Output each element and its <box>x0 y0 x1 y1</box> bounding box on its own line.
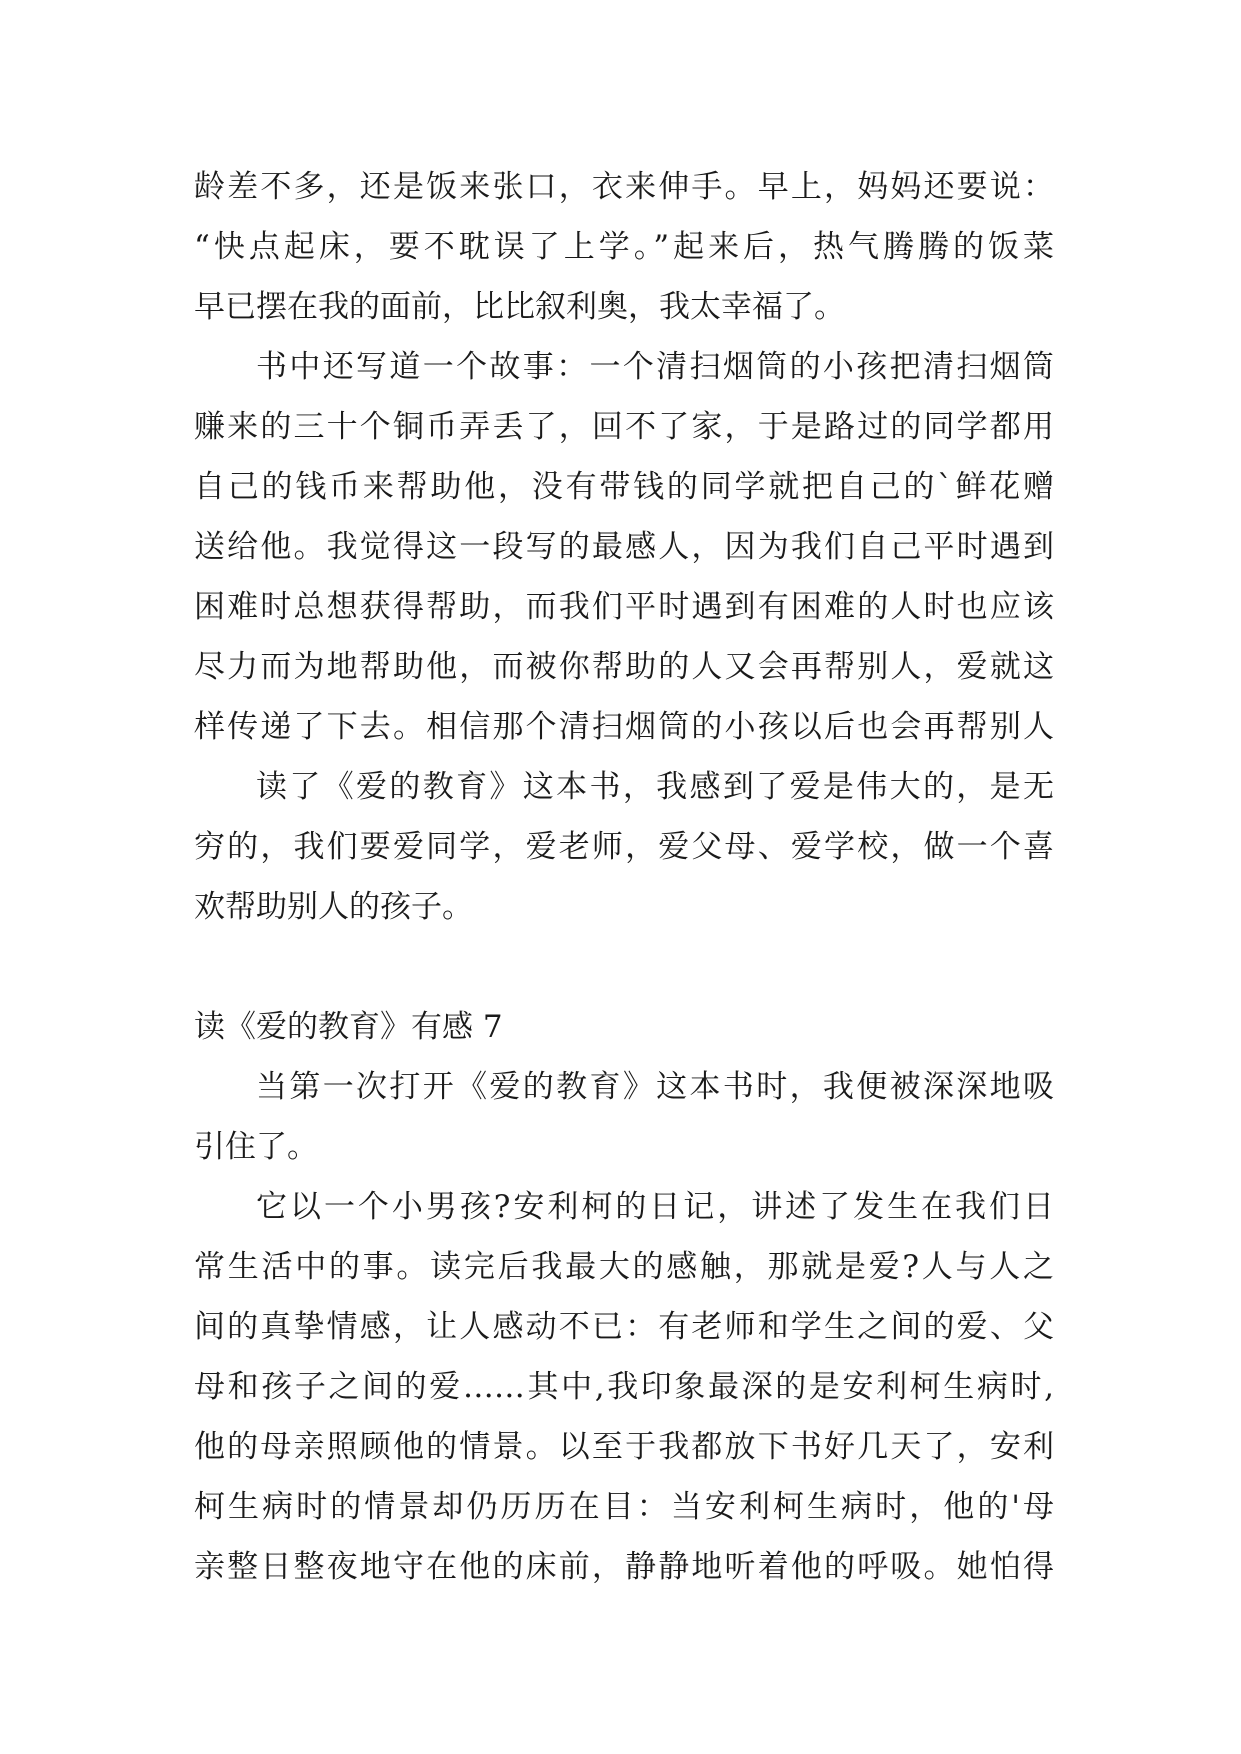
paragraph-line: 早已摆在我的面前，比比叙利奥，我太幸福了。 <box>194 289 845 325</box>
paragraph-line: 送给他。我觉得这一段写的最感人，因为我们自己平时遇到 <box>194 529 1054 565</box>
paragraph-line: 他的母亲照顾他的情景。以至于我都放下书好几天了，安利 <box>194 1429 1054 1465</box>
paragraph-line: 穷的，我们要爱同学，爱老师，爱父母、爱学校，做一个喜 <box>194 829 1054 865</box>
paragraph-line: 赚来的三十个铜币弄丢了，回不了家，于是路过的同学都用 <box>194 409 1054 445</box>
section-title: 读《爱的教育》有感 7 <box>194 1009 503 1045</box>
paragraph-line: 困难时总想获得帮助，而我们平时遇到有困难的人时也应该 <box>194 589 1054 625</box>
paragraph-line: 样传递了下去。相信那个清扫烟筒的小孩以后也会再帮别人 <box>194 709 1054 745</box>
paragraph-line: 母和孩子之间的爱……其中,我印象最深的是安利柯生病时, <box>194 1369 1054 1405</box>
paragraph-line: 引住了。 <box>194 1129 318 1165</box>
paragraph-line: 尽力而为地帮助他，而被你帮助的人又会再帮别人，爱就这 <box>194 649 1054 685</box>
paragraph-first-line: 读了《爱的教育》这本书，我感到了爱是伟大的，是无 <box>256 769 1054 805</box>
paragraph-line: “快点起床，要不耽误了上学。”起来后，热气腾腾的饭菜 <box>194 229 1054 265</box>
paragraph-first-line: 当第一次打开《爱的教育》这本书时，我便被深深地吸 <box>256 1069 1054 1105</box>
paragraph-line: 欢帮助别人的孩子。 <box>194 889 473 925</box>
paragraph-line: 龄差不多，还是饭来张口，衣来伸手。早上，妈妈还要说： <box>194 169 1054 205</box>
paragraph-line: 自己的钱币来帮助他，没有带钱的同学就把自己的`鲜花赠 <box>194 469 1054 505</box>
paragraph-line: 亲整日整夜地守在他的床前，静静地听着他的呼吸。她怕得 <box>194 1549 1054 1585</box>
paragraph-line: 常生活中的事。读完后我最大的感触，那就是爱?人与人之 <box>194 1249 1054 1285</box>
paragraph-first-line: 它以一个小男孩?安利柯的日记，讲述了发生在我们日 <box>256 1189 1054 1225</box>
paragraph-first-line: 书中还写道一个故事：一个清扫烟筒的小孩把清扫烟筒 <box>256 349 1054 385</box>
paragraph-line: 柯生病时的情景却仍历历在目：当安利柯生病时，他的'母 <box>194 1489 1054 1525</box>
paragraph-line: 间的真挚情感，让人感动不已：有老师和学生之间的爱、父 <box>194 1309 1054 1345</box>
